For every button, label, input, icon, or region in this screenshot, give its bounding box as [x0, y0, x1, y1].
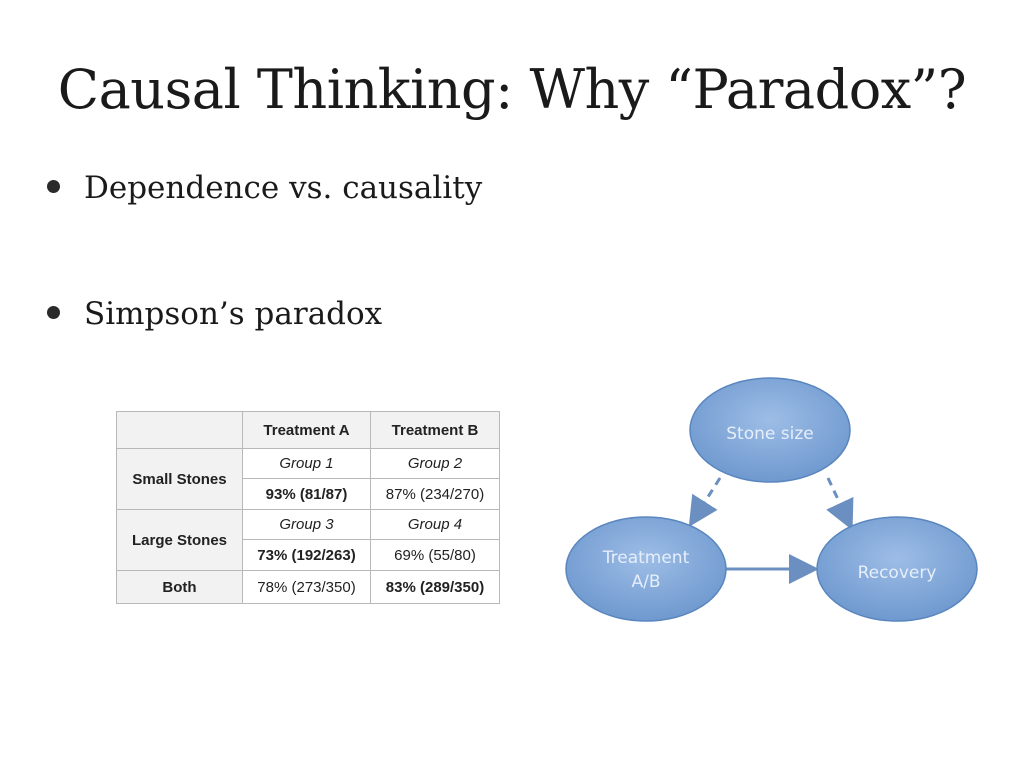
- cell-large-b-value: 69% (55/80): [371, 540, 500, 571]
- bullet-dot-icon: [47, 306, 60, 319]
- table-corner-cell: [117, 412, 243, 449]
- header-treatment-a: Treatment A: [243, 412, 371, 449]
- cell-group-1: Group 1: [243, 449, 371, 479]
- cell-both-b-value: 83% (289/350): [371, 571, 500, 604]
- node-stone-size-label: Stone size: [726, 424, 814, 444]
- table-row: [117, 571, 500, 604]
- bullet-text: Simpson’s paradox: [84, 296, 383, 332]
- node-recovery-label: Recovery: [857, 563, 937, 583]
- bullet-dot-icon: [47, 180, 60, 193]
- node-treatment-label-line1: Treatment: [602, 548, 690, 568]
- node-treatment: [566, 517, 726, 621]
- bullet-simpsons: [47, 296, 382, 332]
- bullet-dependence: [47, 170, 482, 206]
- table-row: [117, 449, 500, 479]
- table-header-row: [117, 412, 500, 449]
- row-label-both: Both: [117, 571, 243, 604]
- kidney-stone-table: [116, 411, 500, 604]
- node-treatment-label-line2: A/B: [631, 572, 661, 592]
- cell-both-a-value: 78% (273/350): [243, 571, 371, 604]
- cell-group-2: Group 2: [371, 449, 500, 479]
- bullet-text: Dependence vs. causality: [84, 170, 483, 206]
- table-row: [117, 510, 500, 540]
- cell-small-a-value: 93% (81/87): [243, 479, 371, 510]
- row-label-small-stones: Small Stones: [117, 449, 243, 510]
- cell-group-3: Group 3: [243, 510, 371, 540]
- arrow-stone-to-treatment: [692, 478, 720, 522]
- causal-diagram: [560, 370, 990, 640]
- header-treatment-b: Treatment B: [371, 412, 500, 449]
- slide-title: Causal Thinking: Why “Paradox”?: [57, 58, 967, 121]
- cell-large-a-value: 73% (192/263): [243, 540, 371, 571]
- cell-small-b-value: 87% (234/270): [371, 479, 500, 510]
- cell-group-4: Group 4: [371, 510, 500, 540]
- row-label-large-stones: Large Stones: [117, 510, 243, 571]
- arrow-stone-to-recovery: [828, 478, 850, 525]
